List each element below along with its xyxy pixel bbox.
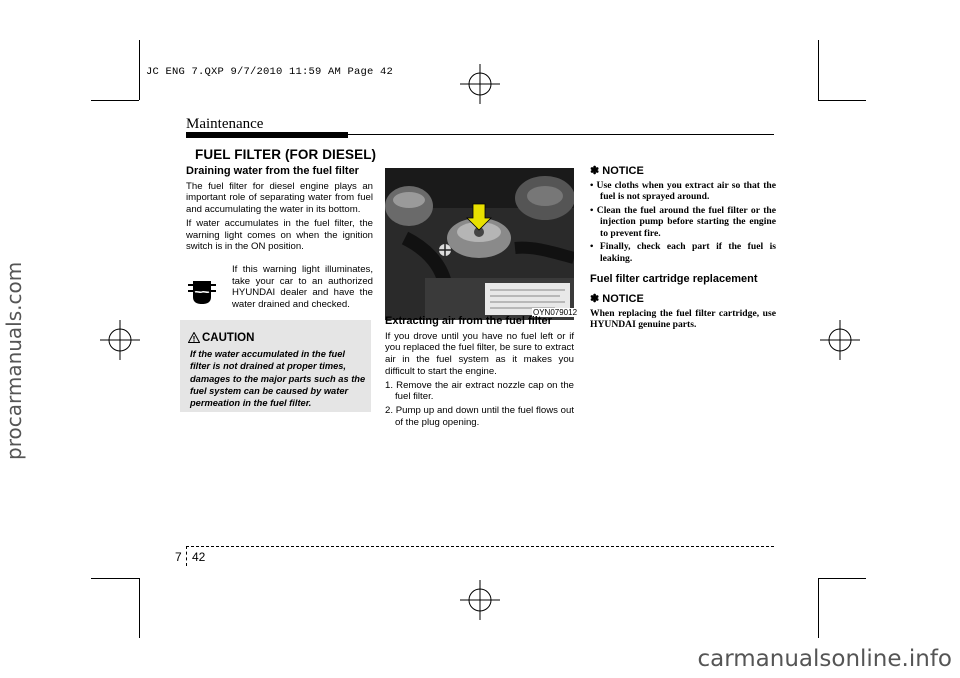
engine-bay-photo <box>385 168 574 320</box>
extracting-step-1: 1. Remove the air extract nozzle cap on the fuel filter. <box>385 379 574 403</box>
footer-rule <box>186 546 774 547</box>
column-draining <box>186 166 373 255</box>
notice-title-1: ✽ NOTICE <box>590 165 644 177</box>
header-rule <box>348 134 774 135</box>
draining-paragraph-2: If water accumulates in the fuel filter, the warning light comes on when the ignition switch is in the ON position. <box>186 217 373 253</box>
print-slug: JC ENG 7.QXP 9/7/2010 11:59 AM Page 42 <box>146 66 394 78</box>
notice-item-1: • Use cloths when you extract air so that the fuel is not sprayed around. <box>590 179 776 203</box>
notice-2-text: When replacing the fuel filter cartridge, use HYUNDAI genuine parts. <box>590 307 776 331</box>
draining-paragraph-1: The fuel filter for diesel engine plays an important role of separating water from fuel and accumulating the water in its bottom. <box>186 180 373 216</box>
registration-mark-top <box>458 62 502 106</box>
warning-light-text: If this warning light illuminates, take your car to an authorized HYUNDAI dealer and have the water drained and checked. <box>232 264 373 311</box>
water-in-fuel-warning-icon <box>186 279 218 305</box>
registration-mark-left <box>98 318 142 362</box>
draining-heading: Draining water from the fuel filter <box>186 165 359 177</box>
photo-caption: OYN079012 <box>533 308 578 317</box>
footer-divider <box>186 546 187 566</box>
chapter-number: 7 <box>175 550 182 564</box>
warning-triangle-icon <box>188 332 200 343</box>
page-number: 42 <box>192 550 206 564</box>
caution-text: If the water accumulated in the fuel filter is not drained at proper times, damages to the major parts such as the fuel system can be caused by water permeation in the fuel filter. <box>190 349 366 409</box>
caution-box <box>180 320 371 412</box>
registration-mark-right <box>818 318 862 362</box>
side-watermark: procarmanuals.com <box>2 261 26 460</box>
extracting-step-2: 2. Pump up and down until the fuel flows out of the plug opening. <box>385 404 574 428</box>
column-notices <box>590 166 776 333</box>
replacement-heading: Fuel filter cartridge replacement <box>590 273 758 286</box>
extracting-heading: Extracting air from the fuel filter <box>385 315 552 327</box>
header-bar <box>186 132 348 138</box>
column-extracting <box>385 316 574 430</box>
notice-item-2: • Clean the fuel around the fuel filter or the injection pump before starting the engine to prevent fire. <box>590 204 776 239</box>
notice-item-3: • Finally, check each part if the fuel is leaking. <box>590 241 776 264</box>
extracting-paragraph: If you drove until you have no fuel left or if you replaced the fuel filter, be sure to extract air in the fuel system as it makes you difficult to start the engine. <box>385 330 574 377</box>
registration-mark-bottom <box>458 578 502 622</box>
notice-title-2: ✽ NOTICE <box>590 292 644 305</box>
section-label: Maintenance <box>186 116 264 132</box>
caution-title: CAUTION <box>202 332 255 344</box>
footer-watermark: carmanualsonline.info <box>697 646 952 672</box>
page-title: FUEL FILTER (FOR DIESEL) <box>195 147 377 162</box>
